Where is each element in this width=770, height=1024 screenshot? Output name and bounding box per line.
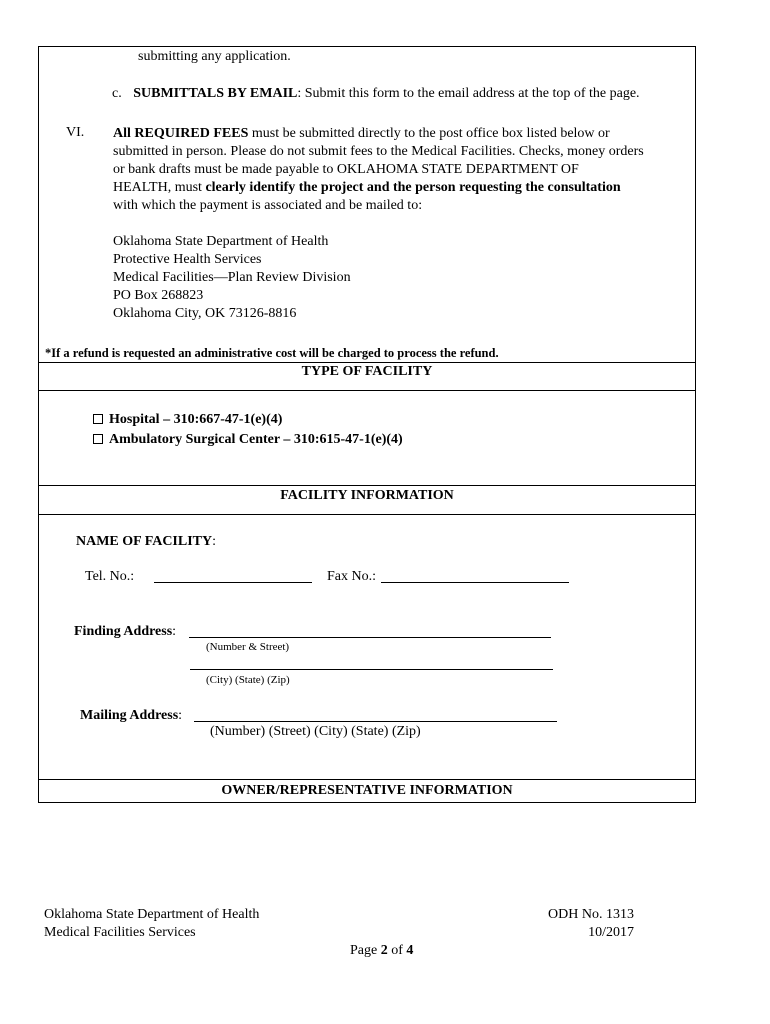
item-c-marker: c. (112, 86, 122, 101)
footer-org-line1: Oklahoma State Department of Health (44, 907, 260, 922)
fax-label: Fax No.: (327, 569, 376, 584)
item-vi-line4-pre: HEALTH, must (113, 180, 206, 195)
page-current: 2 (380, 943, 388, 958)
divider (39, 362, 695, 363)
address-line: Protective Health Services (113, 252, 262, 267)
item-vi-paragraph (113, 125, 693, 215)
refund-note: *If a refund is requested an administrative cost will be charged to process the refund. (45, 346, 499, 360)
facility-information-heading: FACILITY INFORMATION (280, 488, 454, 503)
item-vi-title: All REQUIRED FEES (113, 126, 249, 141)
divider (39, 779, 695, 780)
finding-hint-street: (Number & Street) (206, 641, 290, 653)
fax-field[interactable] (381, 582, 569, 583)
option-label: Hospital – 310:667-47-1(e)(4) (109, 412, 283, 427)
address-line: Medical Facilities—Plan Review Division (113, 270, 351, 285)
tel-field[interactable] (154, 582, 312, 583)
footer-form-id (540, 906, 634, 942)
item-c-title: SUBMITTALS BY EMAIL (133, 86, 298, 101)
colon: : (178, 708, 183, 723)
page-number (350, 942, 413, 960)
footer-form-number: ODH No. 1313 (548, 907, 634, 922)
checkbox[interactable] (93, 434, 103, 444)
facility-name-row (76, 534, 216, 550)
item-vi-line3: or bank drafts must be made payable to OKLAHOMA STATE DEPARTMENT OF (113, 162, 579, 177)
address-line: Oklahoma State Department of Health (113, 234, 329, 249)
facility-option-asc[interactable] (93, 432, 403, 448)
item-vi-line5: with which the payment is associated and be mailed to: (113, 198, 423, 213)
page-of: of (387, 943, 407, 958)
colon: : (172, 624, 177, 639)
option-label: Ambulatory Surgical Center – 310:615-47-1(e)(4) (109, 432, 403, 447)
checkbox[interactable] (93, 414, 103, 424)
facility-name-label: NAME OF FACILITY (76, 534, 213, 549)
finding-address-label: Finding Address (74, 624, 173, 639)
mailing-address-block (113, 233, 351, 323)
item-c (112, 86, 640, 102)
item-c-text: : Submit this form to the email address at the top of the page. (297, 86, 640, 101)
divider (39, 485, 695, 486)
page-prefix: Page (350, 943, 381, 958)
divider (39, 390, 695, 391)
footer-organization (44, 906, 259, 942)
item-vi-line4-bold: clearly identify the project and the person requesting the consultation (205, 180, 621, 195)
item-vi-line2: submitted in person. Please do not submit fees to the Medical Facilities. Checks, money orders (113, 144, 644, 159)
footer-form-date: 10/2017 (588, 925, 634, 940)
facility-option-hospital[interactable] (93, 412, 282, 428)
mailing-address-label: Mailing Address (80, 708, 179, 723)
mailing-address-row (80, 708, 182, 724)
finding-address-row (74, 624, 176, 640)
owner-representative-heading: OWNER/REPRESENTATIVE INFORMATION (221, 783, 513, 798)
item-vi-line1: must be submitted directly to the post office box listed below or (248, 126, 610, 141)
colon: : (212, 534, 217, 549)
mailing-address-field[interactable] (194, 721, 557, 722)
type-of-facility-heading: TYPE OF FACILITY (301, 364, 433, 379)
item-vi-marker: VI. (66, 125, 85, 140)
form-box (38, 46, 696, 803)
finding-city-field[interactable] (190, 669, 553, 670)
page-total: 4 (406, 943, 414, 958)
continuation-text: submitting any application. (138, 49, 291, 64)
finding-street-field[interactable] (189, 637, 551, 638)
address-line: Oklahoma City, OK 73126-8816 (113, 306, 297, 321)
address-line: PO Box 268823 (113, 288, 204, 303)
mailing-hint: (Number) (Street) (City) (State) (Zip) (210, 724, 421, 739)
tel-label: Tel. No.: (85, 569, 135, 584)
divider (39, 514, 695, 515)
finding-hint-city: (City) (State) (Zip) (206, 674, 290, 686)
footer-org-line2: Medical Facilities Services (44, 925, 196, 940)
